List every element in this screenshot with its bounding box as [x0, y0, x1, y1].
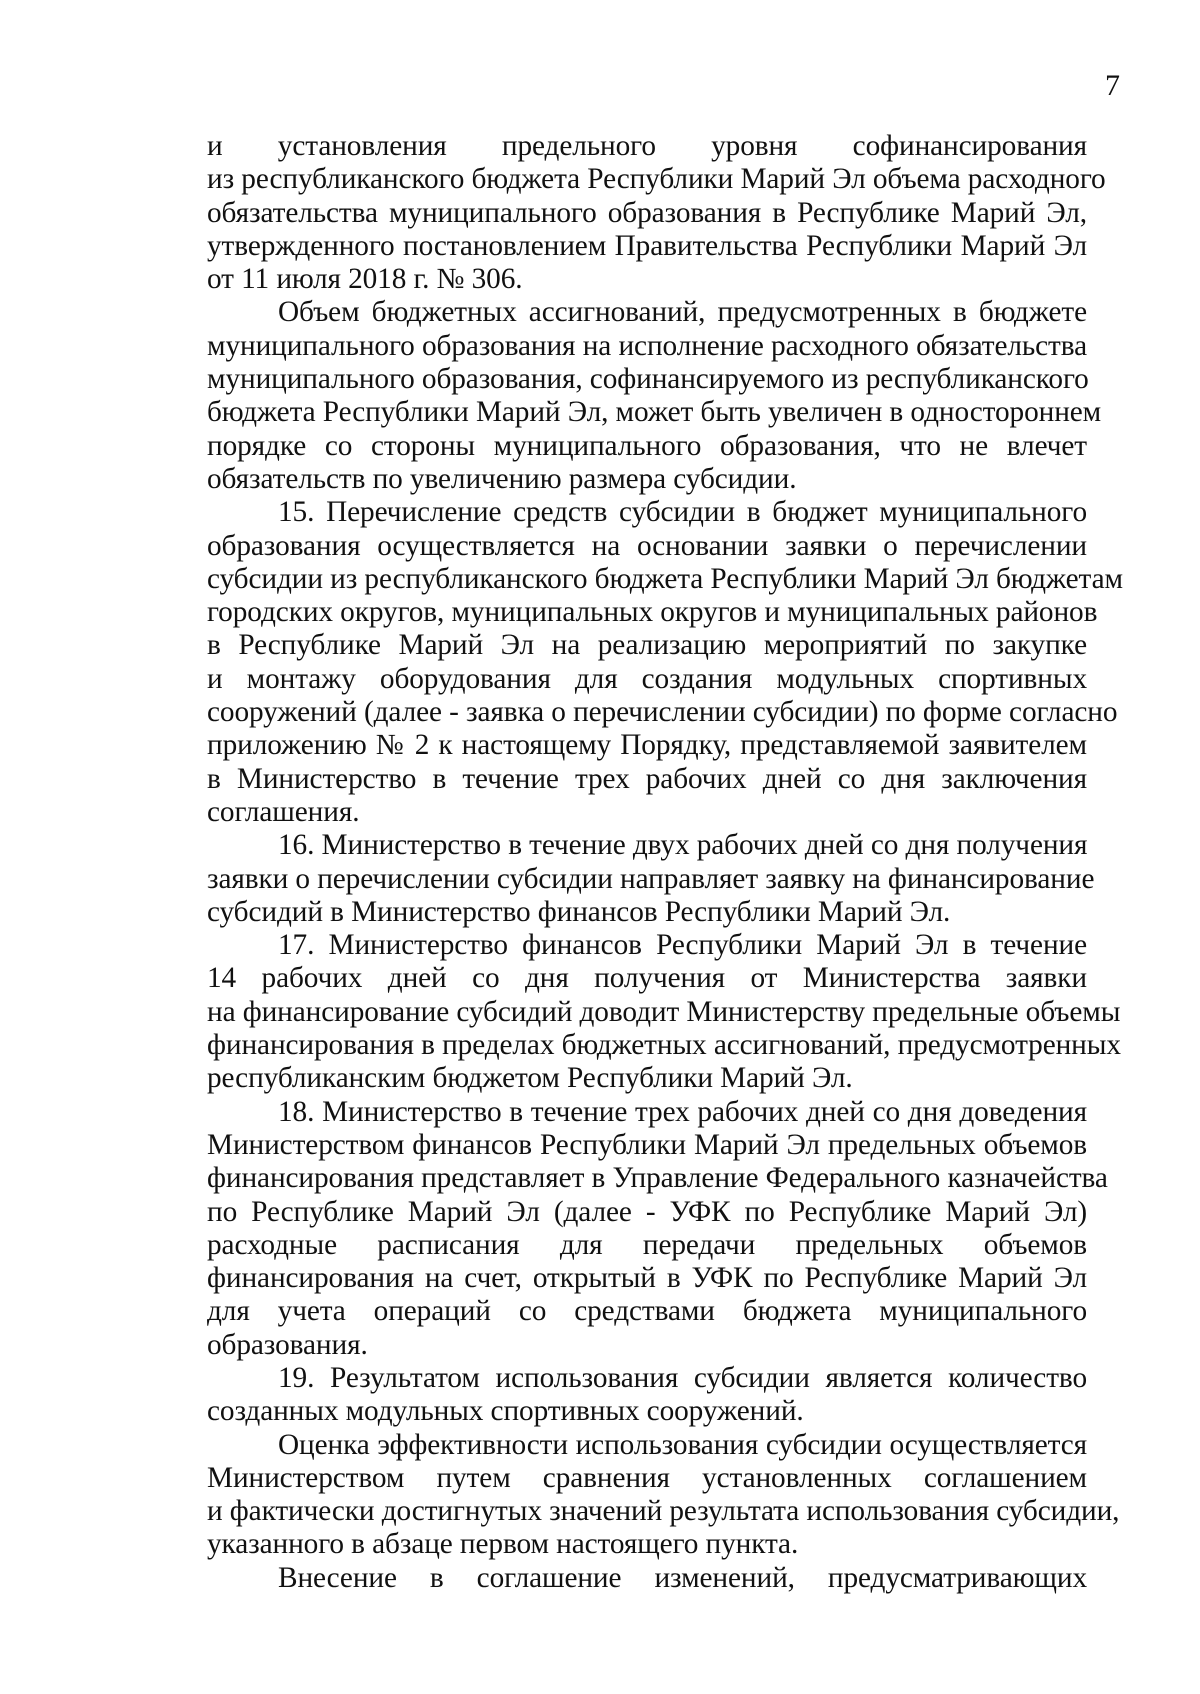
paragraph-line: и фактически достигнутых значений результата использования субсидии, — [207, 1495, 1120, 1528]
paragraph-line: и установления предельного уровня софинансирования — [207, 130, 1087, 162]
paragraph-line: республиканским бюджетом Республики Марий Эл. — [207, 1062, 853, 1095]
paragraph — [207, 929, 1121, 1095]
paragraph-line: обязательства муниципального образования в Республике Марий Эл, — [207, 196, 1087, 229]
paragraph-line: финансирования представляет в Управление Федерального казначейства — [207, 1162, 1108, 1195]
paragraph-line: 14 рабочих дней со дня получения от Министерства заявки — [207, 962, 1087, 995]
paragraph-line: сооружений (далее - заявка о перечислении субсидии) по форме согласно — [207, 696, 1118, 729]
paragraph-line: из республиканского бюджета Республики Марий Эл объема расходного — [207, 163, 1106, 196]
paragraph-line: субсидий в Министерство финансов Республики Марий Эл. — [207, 895, 951, 928]
paragraph-line: субсидии из республиканского бюджета Республики Марий Эл бюджетам — [207, 562, 1123, 595]
paragraph — [207, 829, 1095, 929]
paragraph — [207, 296, 1102, 496]
paragraph-line: городских округов, муниципальных округов и муниципальных районов — [207, 596, 1098, 629]
paragraph-line: муниципального образования на исполнение расходного обязательства — [207, 329, 1087, 362]
paragraph-line: 19. Результатом использования субсидии является количество — [278, 1361, 1087, 1394]
paragraph-line: расходные расписания для передачи предельных объемов — [207, 1228, 1087, 1261]
paragraph-line: для учета операций со средствами бюджета муниципального — [207, 1295, 1087, 1328]
document-body — [207, 130, 1123, 1595]
paragraph — [207, 1428, 1120, 1562]
paragraph-line: Объем бюджетных ассигнований, предусмотренных в бюджете — [278, 296, 1087, 329]
paragraph-line: соглашения. — [207, 795, 360, 828]
paragraph-line: в Республике Марий Эл на реализацию мероприятий по закупке — [207, 629, 1087, 662]
paragraph-line: заявки о перечислении субсидии направляет заявку на финансирование — [207, 862, 1095, 895]
paragraph-line: и монтажу оборудования для создания модульных спортивных — [207, 662, 1087, 695]
paragraph — [207, 1095, 1108, 1362]
paragraph-line: в Министерство в течение трех рабочих дней со дня заключения — [207, 762, 1087, 795]
paragraph-line: Внесение в соглашение изменений, предусматривающих — [278, 1561, 1087, 1594]
paragraph — [207, 1362, 1087, 1429]
paragraph-line: 17. Министерство финансов Республики Марий Эл в течение — [278, 929, 1087, 962]
paragraph — [207, 496, 1123, 829]
paragraph-line: Оценка эффективности использования субсидии осуществляется — [278, 1428, 1087, 1461]
paragraph-line: созданных модульных спортивных сооружений. — [207, 1395, 804, 1428]
paragraph-line: бюджета Республики Марий Эл, может быть увеличен в одностороннем — [207, 396, 1102, 429]
paragraph-line: 18. Министерство в течение трех рабочих дней со дня доведения — [278, 1095, 1087, 1128]
paragraph-line: приложению № 2 к настоящему Порядку, представляемой заявителем — [207, 729, 1087, 762]
paragraph-line: утвержденного постановлением Правительства Республики Марий Эл — [207, 229, 1087, 262]
page-number: 7 — [1105, 69, 1120, 102]
paragraph-line: указанного в абзаце первом настоящего пункта. — [207, 1528, 799, 1561]
paragraph-line: образования. — [207, 1328, 368, 1361]
paragraph-line: 16. Министерство в течение двух рабочих дней со дня получения — [278, 829, 1088, 862]
paragraph-line: порядке со стороны муниципального образования, что не влечет — [207, 429, 1087, 462]
paragraph-line: по Республике Марий Эл (далее - УФК по Республике Марий Эл) — [207, 1195, 1087, 1228]
paragraph-line: муниципального образования, софинансируемого из республиканского — [207, 363, 1089, 396]
paragraph-line: финансирования на счет, открытый в УФК по Республике Марий Эл — [207, 1262, 1087, 1295]
paragraph — [207, 130, 1106, 296]
paragraph — [207, 1562, 1087, 1595]
paragraph-line: от 11 июля 2018 г. № 306. — [207, 263, 523, 296]
paragraph-line: финансирования в пределах бюджетных ассигнований, предусмотренных — [207, 1029, 1121, 1062]
paragraph-line: Министерством путем сравнения установленных соглашением — [207, 1461, 1087, 1494]
paragraph-line: обязательств по увеличению размера субсидии. — [207, 462, 797, 495]
paragraph-line: Министерством финансов Республики Марий Эл предельных объемов — [207, 1128, 1087, 1161]
paragraph-line: на финансирование субсидий доводит Министерству предельные объемы — [207, 995, 1121, 1028]
paragraph-line: образования осуществляется на основании заявки о перечислении — [207, 529, 1087, 562]
paragraph-line: 15. Перечисление средств субсидии в бюджет муниципального — [278, 496, 1087, 529]
